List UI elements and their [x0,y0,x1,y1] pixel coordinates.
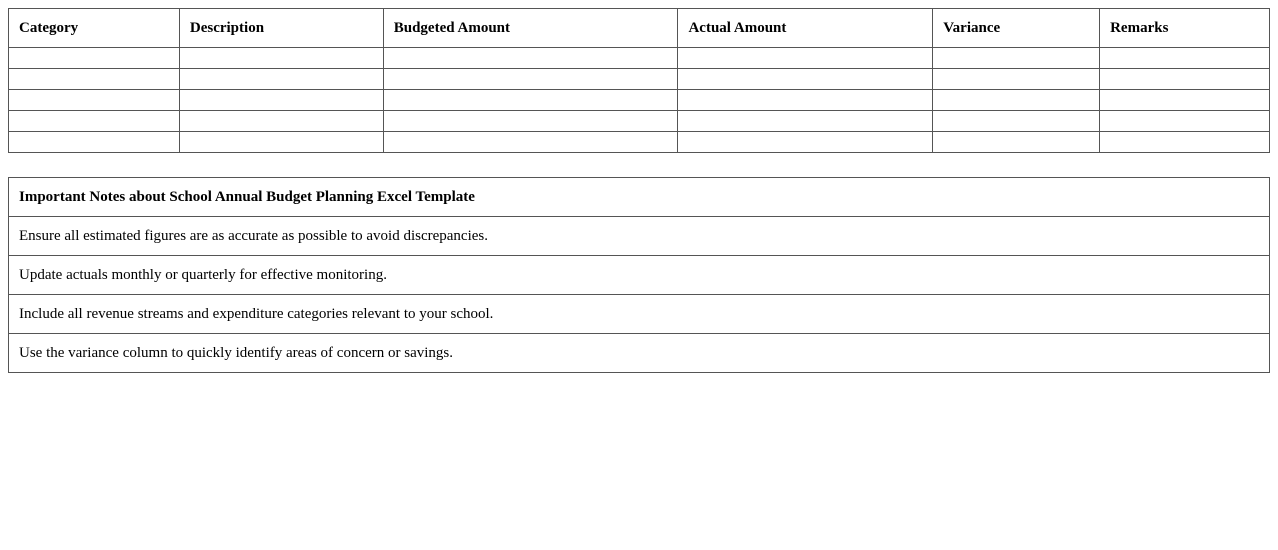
notes-title: Important Notes about School Annual Budget Planning Excel Template [9,178,1270,217]
note-row [9,217,1270,256]
cell-actual-amount[interactable] [678,69,933,90]
notes-table [8,177,1270,373]
note-row [9,334,1270,373]
cell-description[interactable] [179,90,383,111]
cell-variance[interactable] [933,132,1100,153]
note-item: Ensure all estimated figures are as accurate as possible to avoid discrepancies. [9,217,1270,256]
cell-category[interactable] [9,69,180,90]
cell-remarks[interactable] [1100,48,1270,69]
cell-budgeted-amount[interactable] [383,69,678,90]
cell-actual-amount[interactable] [678,90,933,111]
cell-category[interactable] [9,132,180,153]
budget-header-row [9,9,1270,48]
note-row [9,256,1270,295]
cell-category[interactable] [9,48,180,69]
cell-remarks[interactable] [1100,69,1270,90]
cell-budgeted-amount[interactable] [383,48,678,69]
cell-variance[interactable] [933,90,1100,111]
note-item: Include all revenue streams and expenditure categories relevant to your school. [9,295,1270,334]
table-row [9,69,1270,90]
cell-variance[interactable] [933,69,1100,90]
note-item: Update actuals monthly or quarterly for effective monitoring. [9,256,1270,295]
cell-remarks[interactable] [1100,90,1270,111]
table-row [9,48,1270,69]
column-header-remarks: Remarks [1100,9,1270,48]
cell-description[interactable] [179,111,383,132]
column-header-variance: Variance [933,9,1100,48]
column-header-budgeted-amount: Budgeted Amount [383,9,678,48]
cell-variance[interactable] [933,111,1100,132]
note-row [9,295,1270,334]
cell-budgeted-amount[interactable] [383,132,678,153]
column-header-description: Description [179,9,383,48]
cell-description[interactable] [179,69,383,90]
cell-category[interactable] [9,111,180,132]
cell-category[interactable] [9,90,180,111]
cell-description[interactable] [179,48,383,69]
cell-remarks[interactable] [1100,111,1270,132]
column-header-actual-amount: Actual Amount [678,9,933,48]
cell-actual-amount[interactable] [678,48,933,69]
cell-description[interactable] [179,132,383,153]
table-row [9,132,1270,153]
notes-header-row [9,178,1270,217]
note-item: Use the variance column to quickly identify areas of concern or savings. [9,334,1270,373]
cell-budgeted-amount[interactable] [383,90,678,111]
cell-budgeted-amount[interactable] [383,111,678,132]
cell-actual-amount[interactable] [678,132,933,153]
budget-table [8,8,1270,153]
cell-actual-amount[interactable] [678,111,933,132]
table-row [9,90,1270,111]
cell-remarks[interactable] [1100,132,1270,153]
column-header-category: Category [9,9,180,48]
table-row [9,111,1270,132]
cell-variance[interactable] [933,48,1100,69]
